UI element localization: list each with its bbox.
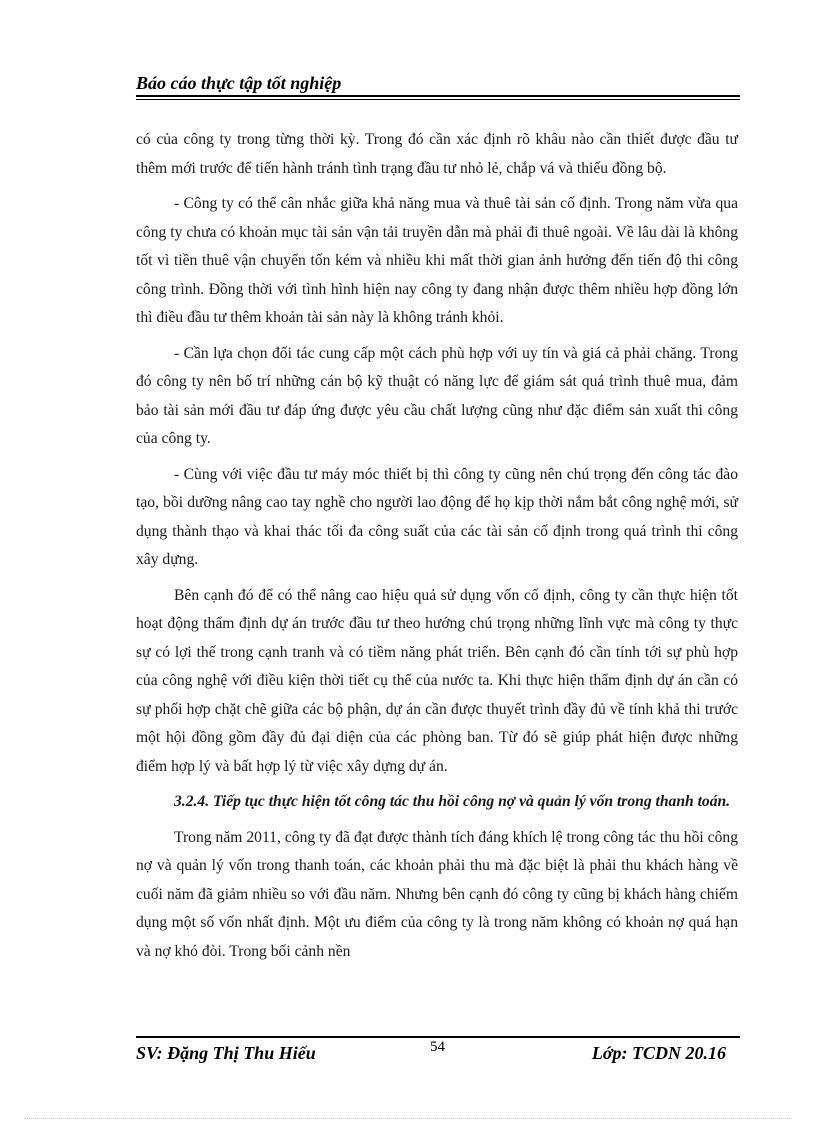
report-title: Báo cáo thực tập tốt nghiệp xyxy=(136,73,342,93)
header-rule-thick xyxy=(136,95,740,97)
page-body xyxy=(136,126,738,973)
class-code: Lớp: TCDN 20.16 xyxy=(591,1043,726,1063)
section-heading: 3.2.4. Tiếp tục thực hiện tốt công tác thu hồi công nợ và quản lý vốn trong thanh toán. xyxy=(174,793,731,810)
page-footer xyxy=(136,1036,740,1076)
page-number: 54 xyxy=(430,1039,445,1055)
paragraph-debt-collection: Trong năm 2011, công ty đã đạt được thành tích đáng khích lệ trong công tác thu hồi công nợ và quản lý vốn trong thanh toán, các khoản phải thu mà đặc biệt là phải thu khách hàng về cuối năm đã giảm nhiều so với đầu năm. Nhưng bên cạnh đó công ty cũng bị khách hàng chiếm dụng một số vốn nhất định. Một ưu điểm của công ty là trong năm không có khoản nợ quá hạn và nợ khó đòi. Trong bối cảnh nền xyxy=(136,828,738,960)
page-bottom-edge xyxy=(24,1118,792,1119)
paragraph-bullet-training: - Cùng với việc đầu tư máy móc thiết bị thì công ty cũng nên chú trọng đến công tác đào tạo, bồi dưỡng nâng cao tay nghề cho người lao động để họ kịp thời nắm bắt công nghệ mới, sử dụng thành thạo và khai thác tối đa công suất của các tài sản cố định trong quá trình thi công xây dựng. xyxy=(136,465,738,568)
header-rule-thin xyxy=(136,99,740,100)
paragraph-project-appraisal: Bên cạnh đó để có thể nâng cao hiệu quả sử dụng vốn cố định, công ty cần thực hiện tốt hoạt động thẩm định dự án trước đầu tư theo hướng chú trọng những lĩnh vực mà công ty thực sự có lợi thế trong cạnh tranh và có tiềm năng phát triển. Bên cạnh đó cần tính tới sự phù hợp của công nghệ với điều kiện thời tiết cụ thể của nước ta. Khi thực hiện thẩm định dự án cần có sự phối hợp chặt chẽ giữa các bộ phận, dự án cần được thuyết trình đầy đủ về tính khả thi trước một hội đồng gồm đầy đủ đại diện của các phòng ban. Từ đó sẽ giúp phát hiện được những điểm hợp lý và bất hợp lý từ việc xây dựng dự án. xyxy=(136,586,738,775)
paragraph-bullet-choose-partner: - Cần lựa chọn đối tác cung cấp một cách phù hợp với uy tín và giá cả phải chăng. Trong đó công ty nên bố trí những cán bộ kỹ thuật có năng lực để giám sát quá trình thuê mua, đảm bảo tài sản mới đầu tư đáp ứng được yêu cầu chất lượng cũng như đặc điểm sản xuất thi công của công ty. xyxy=(136,344,738,447)
student-name: SV: Đặng Thị Thu Hiếu xyxy=(136,1043,316,1063)
paragraph-bullet-buy-or-lease: - Công ty có thể cân nhắc giữa khả năng mua và thuê tài sản cố định. Trong năm vừa qua công ty chưa có khoản mục tài sản vận tải truyền dẫn mà phải đi thuê ngoài. Về lâu dài là không tốt vì tiền thuê vận chuyển tốn kém và nhiều khi mất thời gian ảnh hưởng đến tiến độ thi công công trình. Đồng thời với tình hình hiện nay công ty đang nhận được thêm nhiều hợp đồng lớn thì điều đầu tư thêm khoản tài sản này là không tránh khỏi. xyxy=(136,195,738,326)
page-header xyxy=(136,72,740,100)
paragraph-continuation: có của công ty trong từng thời kỳ. Trong đó cần xác định rõ khâu nào cần thiết được đầu tư thêm mới trước để tiến hành tránh tình trạng đầu tư nhỏ lẻ, chắp vá và thiếu đồng bộ. xyxy=(136,131,738,177)
